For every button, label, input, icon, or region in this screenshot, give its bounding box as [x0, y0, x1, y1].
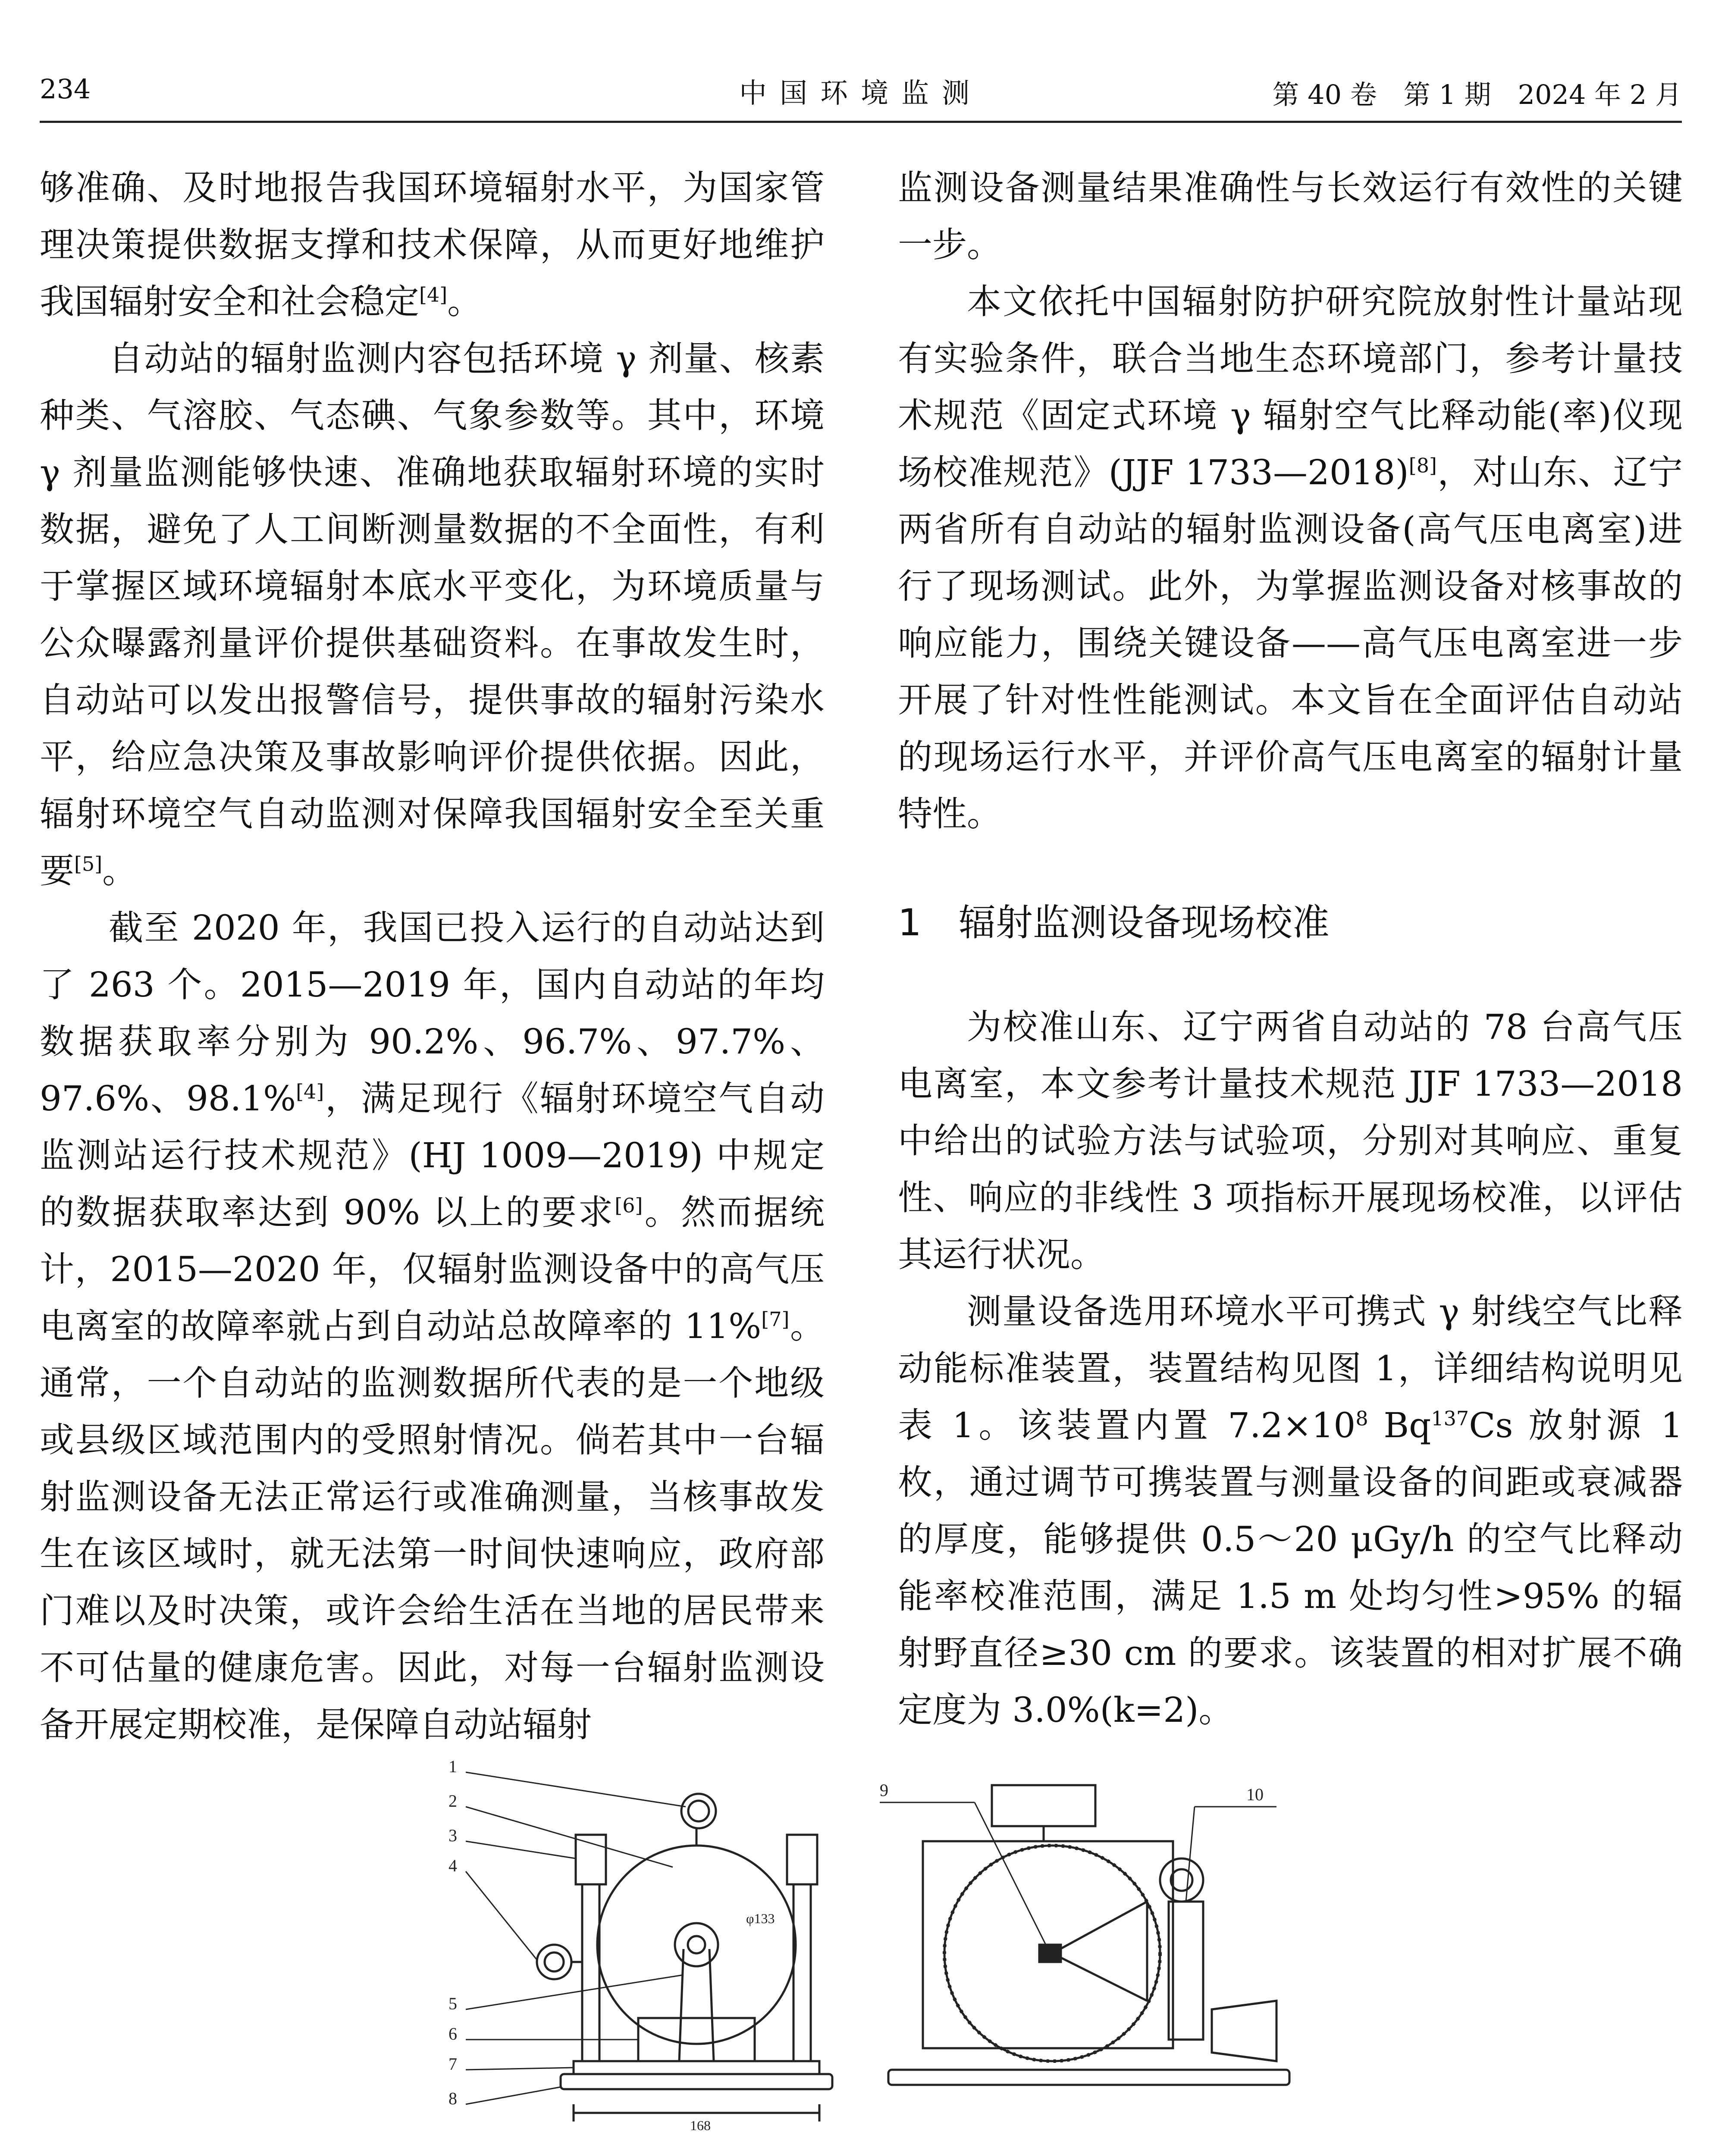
paragraph: 够准确、及时地报告我国环境辐射水平，为国家管理决策提供数据支撑和技术保障，从而更好地维护我国辐射安全和社会稳定[4]。	[40, 168, 825, 322]
right-tower-cap	[787, 1835, 817, 1884]
figure-label: 5	[448, 1994, 457, 2013]
top-handle	[992, 1785, 1095, 1826]
citation: [4]	[419, 283, 448, 307]
paragraph: 自动站的辐射监测内容包括环境 γ 剂量、核素种类、气溶胶、气态碘、气象参数等。其中，环境 γ 剂量监测能够快速、准确地获取辐射环境的实时数据，避免了人工间断测量数据的不全面性，有利于掌握区域环境辐射本底水平变化，为环境质量与公众曝露剂量评价提供基础资料。在事故发生时，自动站可以发出报警信号，提供事故的辐射污染水平，给应急决策及事故影响评价提供依据。因此，辐射环境空气自动监测对保障我国辐射安全至关重要[5]。	[40, 338, 825, 891]
header-rule	[40, 121, 1682, 123]
figure-label: 1	[448, 1759, 457, 1776]
citation: [7]	[761, 1307, 790, 1331]
figure-label: 6	[448, 2024, 457, 2043]
citation: [8]	[1408, 454, 1437, 477]
journal-title: 中国环境监测	[739, 78, 982, 110]
base-frame	[574, 2061, 819, 2074]
base-plate	[561, 2074, 832, 2089]
radioactive-source	[1039, 1945, 1061, 1962]
citation: [6]	[615, 1194, 643, 1217]
side-ring	[1160, 1858, 1203, 1902]
paragraph: 监测设备测量结果准确性与长效运行有效性的关键一步。	[898, 168, 1683, 265]
left-column	[40, 160, 825, 1753]
dimension-width: 168	[690, 2118, 711, 2133]
paragraph: 截至 2020 年，我国已投入运行的自动站达到了 263 个。2015—2019 年，国内自动站的年均数据获取率分别为 90.2%、96.7%、97.7%、97.6%、98.1%[4]，满足现行《辐射环境空气自动监测站运行技术规范》(HJ 1009—2019) 中规定的数据获取率达到 90% 以上的要求[6]。然而据统计，2015—2020 年，仅辐射监测设备中的高气压电离室的故障率就占到自动站总故障率的 11%[7]。通常，一个自动站的监测数据所代表的是一个地级或县级区域范围内的受照射情况。倘若其中一台辐射监测设备无法正常运行或准确测量，当核事故发生在该区域时，就无法第一时间快速响应，政府部门难以及时决策，或许会给生活在当地的居民带来不可估量的健康危害。因此，对每一台辐射监测设备开展定期校准，是保障自动站辐射	[40, 908, 825, 1745]
issue-info: 第 40 卷 第 1 期 2024 年 2 月	[1272, 79, 1682, 110]
paragraph: 本文依托中国辐射防护研究院放射性计量站现有实验条件，联合当地生态环境部门，参考计量技术规范《固定式环境 γ 辐射空气比释动能(率)仪现场校准规范》(JJF 1733—2018)[8]，对山东、辽宁两省所有自动站的辐射监测设备(高气压电离室)进行了现场测试。此外，为掌握监测设备对核事故的响应能力，围绕关键设备——高气压电离室进一步开展了针对性性能测试。本文旨在全面评估自动站的现场运行水平，并评价高气压电离室的辐射计量特性。	[898, 282, 1683, 834]
page-number: 234	[40, 73, 91, 105]
lamp-housing	[1212, 2001, 1276, 2061]
figure-label: 2	[448, 1791, 457, 1811]
citation: [4]	[296, 1080, 324, 1103]
page-header	[40, 65, 1682, 112]
paragraph: 为校准山东、辽宁两省自动站的 78 台高气压电离室，本文参考计量技术规范 JJF 1733—2018 中给出的试验方法与试验项，分别对其响应、重复性、响应的非线性 3 项指标开展现场校准，以评估其运行状况。	[898, 1007, 1683, 1275]
left-tower-cap	[576, 1835, 606, 1884]
citation: [5]	[74, 852, 103, 876]
figure-label: 4	[448, 1856, 457, 1875]
dimension-diameter: φ133	[746, 1911, 775, 1926]
section-heading: 1 辐射监测设备现场校准	[898, 901, 1330, 944]
figure-label: 8	[448, 2089, 457, 2108]
holder-block	[638, 2018, 755, 2061]
source-disc	[597, 1846, 796, 2044]
side-knob	[537, 1945, 571, 1979]
right-column	[898, 160, 1683, 1739]
figure-label: 10	[1246, 1785, 1264, 1804]
device-structure-figure	[431, 1759, 1294, 2139]
figure-label: 7	[448, 2054, 457, 2074]
figure-label: 9	[880, 1780, 888, 1800]
figure-label: 3	[448, 1826, 457, 1845]
paragraph: 测量设备选用环境水平可携式 γ 射线空气比释动能标准装置，装置结构见图 1，详细结构说明见表 1。该装置内置 $7.2\times 10^8$ Bq$^{137}$Cs 放射源 1 枚，通过调节可携装置与测量设备的间距或衰减器的厚度，能够提供 0.5～20 μGy/h 的空气比释动能率校准范围，满足 1.5 m 处均匀性>95% 的辐射野直径≥30 cm 的要求。该装置的相对扩展不确定度为 3.0%(k=2)。	[898, 1291, 1683, 1730]
side-base-plate	[888, 2070, 1289, 2085]
lifting-ring	[681, 1794, 716, 1828]
